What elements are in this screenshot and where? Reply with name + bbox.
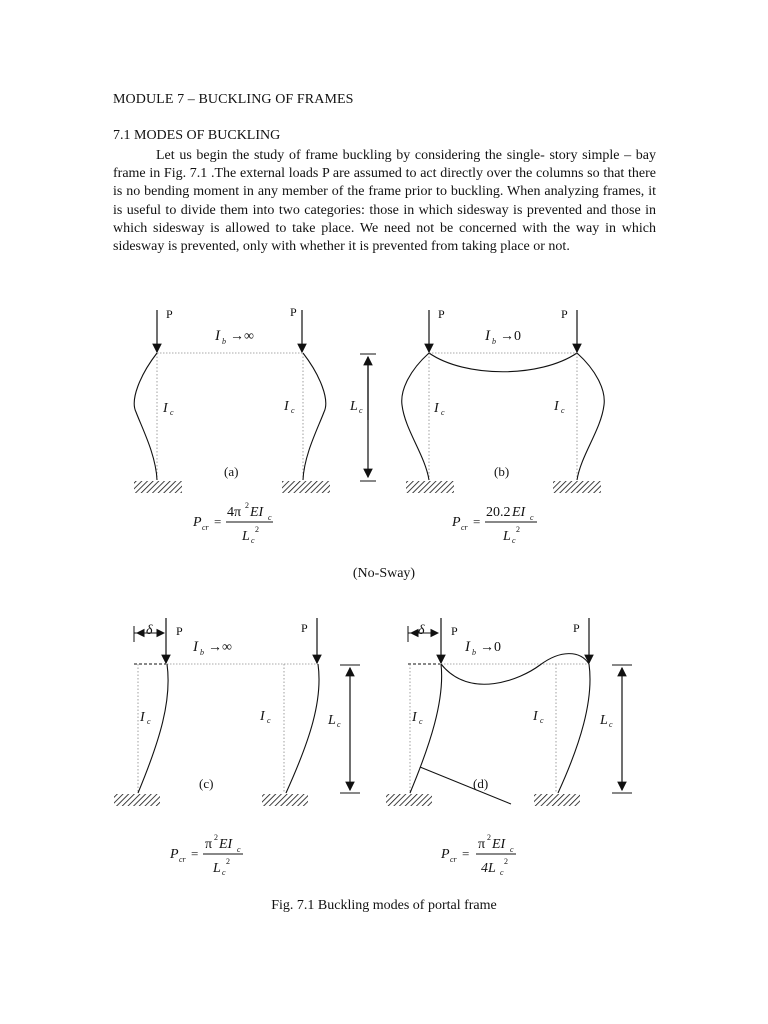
column-inertia-sub: c <box>540 716 544 725</box>
column-inertia-sub: c <box>419 717 423 726</box>
column-inertia-label: I <box>140 710 145 725</box>
formula-equals: = <box>462 846 470 861</box>
column-inertia-sub: c <box>267 716 271 725</box>
formula-exponent: 2 <box>245 501 249 510</box>
formula-lhs: P <box>193 515 202 530</box>
formula-numerator-coef: π <box>478 837 486 852</box>
formula-exponent: 2 <box>516 525 520 534</box>
formula-lhs-sub: cr <box>202 523 209 532</box>
delta-label: δ <box>418 623 425 638</box>
load-label: P <box>561 307 568 321</box>
formula-lhs: P <box>441 847 450 862</box>
beam-inertia-value: →0 <box>500 329 521 344</box>
formula-denominator: L <box>503 529 511 544</box>
load-label: P <box>451 624 458 638</box>
column-inertia-label: I <box>260 709 265 724</box>
formula-sub: c <box>222 868 226 877</box>
load-label: P <box>301 621 308 635</box>
formula-numerator-coef: 4π <box>227 505 242 520</box>
support-c-right <box>262 794 308 806</box>
formula-lhs: P <box>170 847 179 862</box>
column-inertia-label: I <box>284 399 289 414</box>
formula-d <box>440 833 516 877</box>
load-label: P <box>573 621 580 635</box>
column-c-right-buckled <box>286 664 319 793</box>
column-inertia-sub: c <box>170 408 174 417</box>
beam-inertia-label: I <box>215 328 220 344</box>
column-inertia-sub: c <box>147 717 151 726</box>
panel-d-frame <box>386 618 632 806</box>
label-d-leader-line <box>420 767 511 804</box>
formula-sub: c <box>530 513 534 522</box>
beam-inertia-sub: b <box>222 337 226 346</box>
formula-denominator: 4L <box>481 861 496 876</box>
formula-exponent: 2 <box>504 857 508 866</box>
formula-sub: c <box>500 868 504 877</box>
formula-numerator-coef: 20.2 <box>486 505 511 520</box>
load-label: P <box>290 305 297 319</box>
column-inertia-label: I <box>434 401 439 416</box>
beam-inertia-sub: b <box>492 337 496 346</box>
column-a-left-buckled <box>134 353 157 480</box>
load-label: P <box>438 307 445 321</box>
formula-lhs-sub: cr <box>179 855 186 864</box>
beam-inertia-label: I <box>193 639 198 655</box>
formula-denominator: L <box>242 529 250 544</box>
beam-inertia-sub: b <box>200 648 204 657</box>
beam-inertia-value: →∞ <box>208 640 232 655</box>
support-b-left <box>406 481 454 493</box>
formula-numerator: EI <box>219 837 233 852</box>
column-length-label: L <box>350 399 358 414</box>
beam-inertia-sub: b <box>472 648 476 657</box>
formula-b <box>451 505 537 545</box>
support-a-left <box>134 481 182 493</box>
section-title: 7.1 MODES OF BUCKLING <box>113 128 281 143</box>
support-d-right <box>534 794 580 806</box>
formula-equals: = <box>214 514 222 529</box>
beam-inertia-value: →∞ <box>230 329 254 344</box>
column-b-right-buckled <box>577 353 604 480</box>
formula-exponent: 2 <box>226 857 230 866</box>
formula-exponent: 2 <box>487 833 491 842</box>
support-c-left <box>114 794 160 806</box>
beam-inertia-label: I <box>485 328 490 344</box>
formula-a <box>192 501 273 545</box>
panel-label-d: (d) <box>473 776 489 791</box>
support-a-right <box>282 481 330 493</box>
no-sway-label: (No-Sway) <box>352 566 416 581</box>
formula-lhs: P <box>452 515 461 530</box>
formula-lhs-sub: cr <box>461 523 468 532</box>
column-length-sub: c <box>359 406 363 415</box>
formula-equals: = <box>473 514 481 529</box>
body-paragraph: Let us begin the study of frame buckling by considering the single- story simple – bay frame in Fig. 7.1 .The external loads P are assumed to act directly over the columns so that there is no bending moment in any member of the frame prior to buckling. When analyzing frames, it is useful to divide them into two categories: those in which sidesway is prevented and those in which sidesway is allowed to take place. We need not be concerned with the way in which sidesway is prevented, only with whether it is prevented from taking place or not. <box>113 148 656 255</box>
beam-d-buckled <box>441 654 589 685</box>
column-inertia-sub: c <box>291 406 295 415</box>
column-inertia-label: I <box>554 399 559 414</box>
column-inertia-sub: c <box>561 406 565 415</box>
figure-caption: Fig. 7.1 Buckling modes of portal frame <box>271 898 497 913</box>
formula-numerator: EI <box>512 505 526 520</box>
formula-sub: c <box>268 513 272 522</box>
panel-a-frame <box>134 305 330 493</box>
formula-exponent: 2 <box>255 525 259 534</box>
formula-c <box>169 833 243 877</box>
column-length-sub: c <box>337 720 341 729</box>
column-d-right-buckled <box>558 664 590 793</box>
column-inertia-label: I <box>533 709 538 724</box>
formula-lhs-sub: cr <box>450 855 457 864</box>
column-c-left-buckled <box>138 664 168 793</box>
formula-numerator-coef: π <box>205 837 213 852</box>
column-length-sub: c <box>609 720 613 729</box>
module-title: MODULE 7 – BUCKLING OF FRAMES <box>113 92 354 107</box>
support-d-left <box>386 794 432 806</box>
panel-c-frame <box>114 618 360 806</box>
column-b-left-buckled <box>402 353 429 480</box>
beam-inertia-label: I <box>465 639 470 655</box>
formula-equals: = <box>191 846 199 861</box>
column-inertia-sub: c <box>441 408 445 417</box>
formula-sub: c <box>512 536 516 545</box>
beam-inertia-value: →0 <box>480 640 501 655</box>
beam-b-buckled <box>429 353 577 372</box>
load-label: P <box>166 307 173 321</box>
support-b-right <box>553 481 601 493</box>
formula-denominator: L <box>213 861 221 876</box>
delta-label: δ <box>146 623 153 638</box>
panel-b-frame <box>402 307 605 493</box>
column-inertia-label: I <box>412 710 417 725</box>
formula-sub: c <box>237 845 241 854</box>
formula-exponent: 2 <box>214 833 218 842</box>
formula-sub: c <box>510 845 514 854</box>
length-dimension-ab <box>349 354 376 481</box>
panel-label-c: (c) <box>199 776 214 791</box>
column-inertia-label: I <box>163 401 168 416</box>
formula-numerator: EI <box>250 505 264 520</box>
column-length-label: L <box>600 713 608 728</box>
formula-numerator: EI <box>492 837 506 852</box>
column-a-right-buckled <box>303 353 326 480</box>
panel-label-a: (a) <box>224 464 239 479</box>
panel-label-b: (b) <box>494 464 510 479</box>
column-length-label: L <box>328 713 336 728</box>
load-label: P <box>176 624 183 638</box>
formula-sub: c <box>251 536 255 545</box>
